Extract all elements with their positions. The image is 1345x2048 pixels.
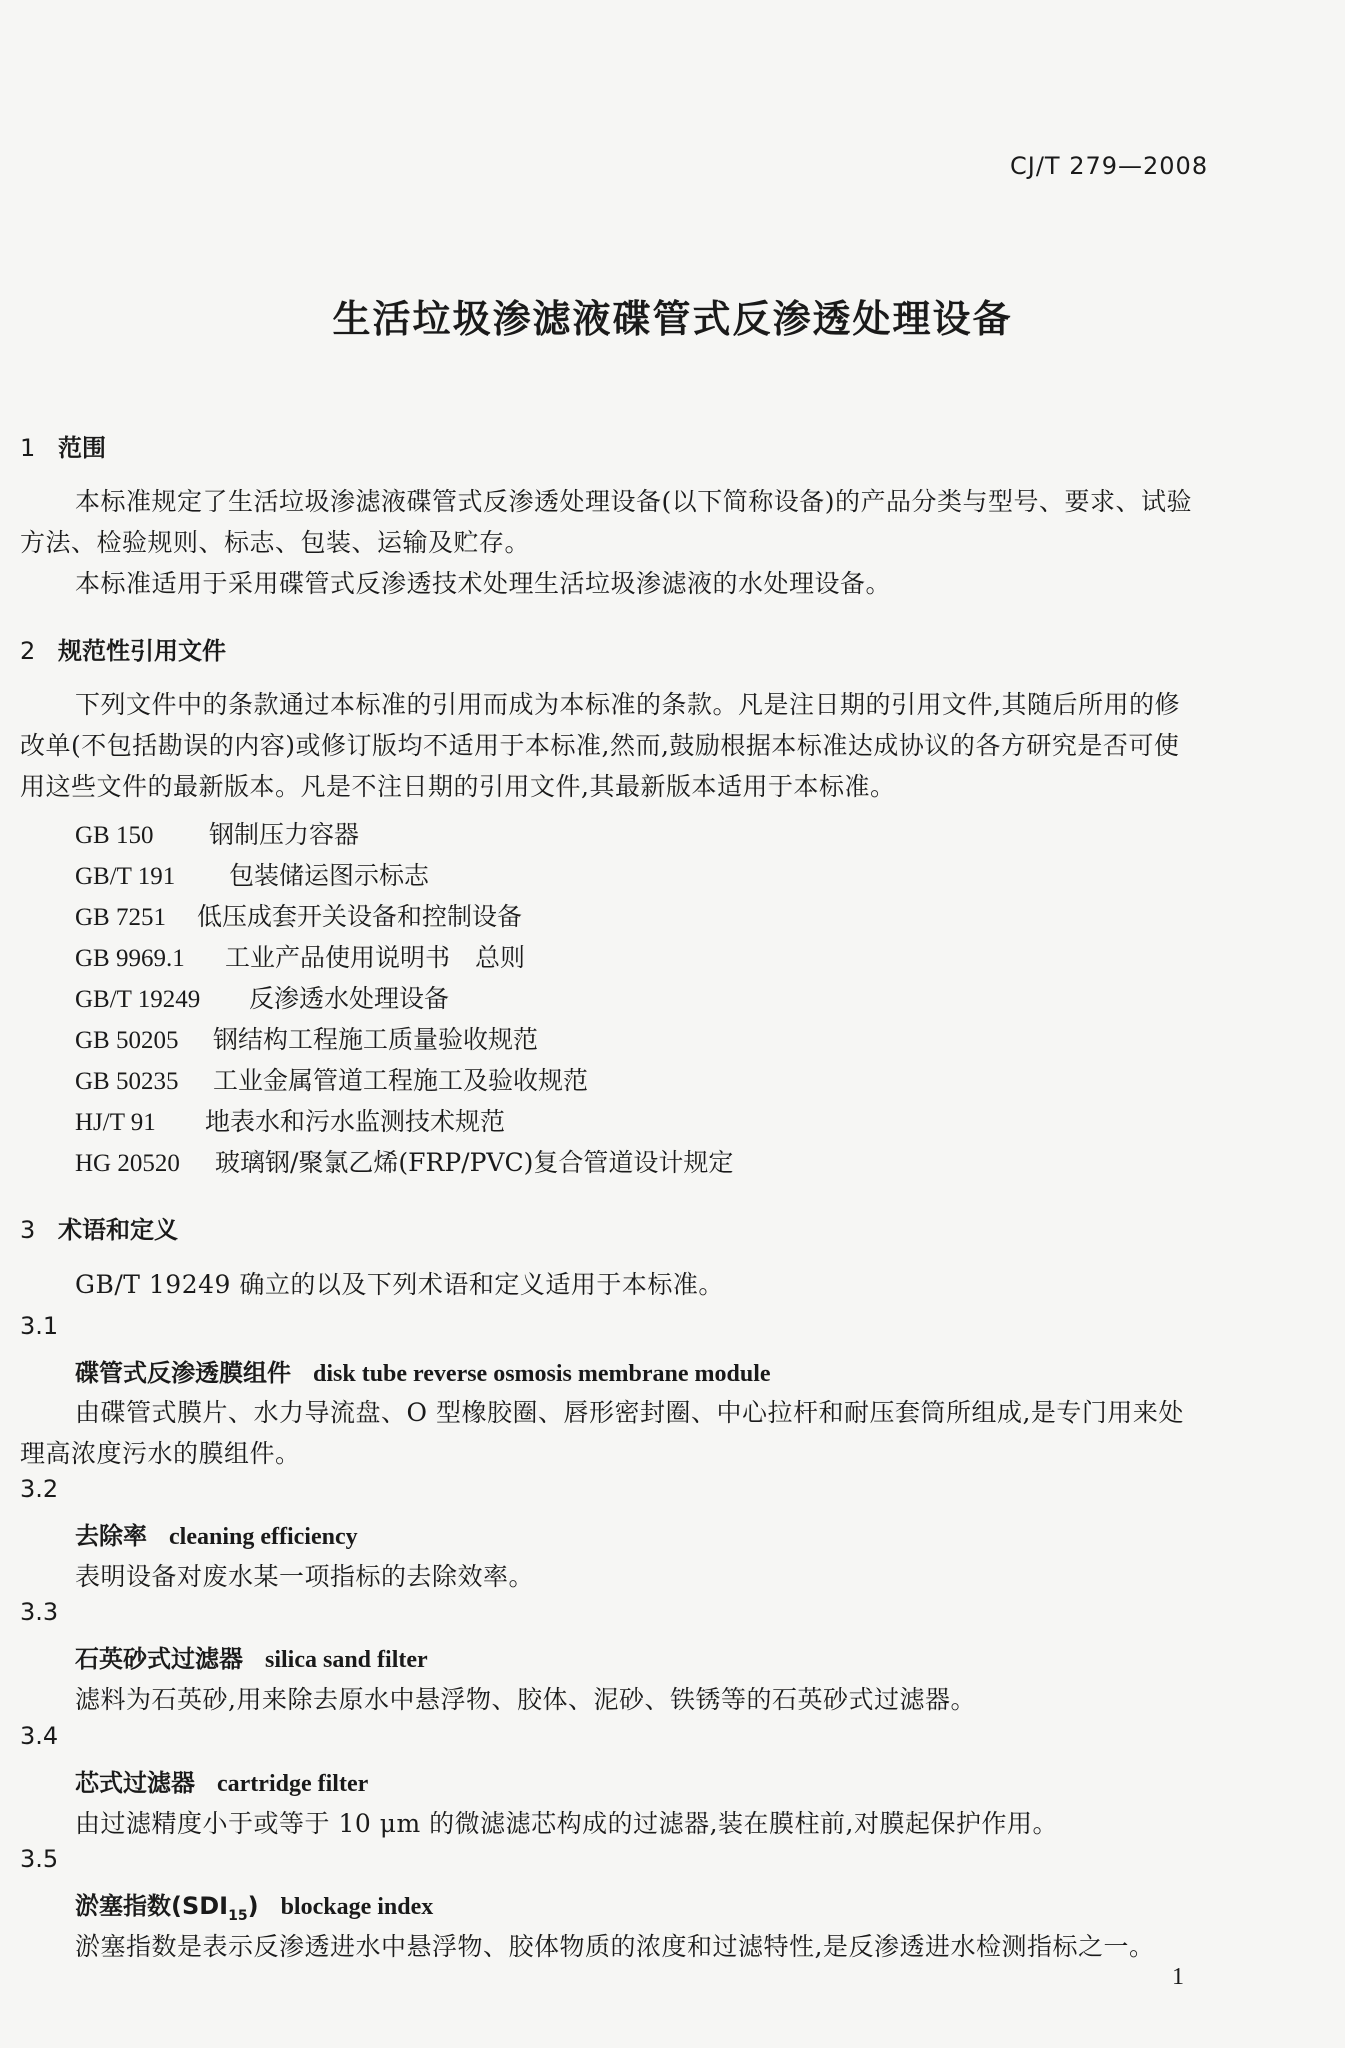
scope-paragraph: 本标准规定了生活垃圾渗滤液碟管式反渗透处理设备(以下简称设备)的产品分类与型号、要求、试验方法、检验规则、标志、包装、运输及贮存。 <box>20 487 1193 557</box>
section-2-heading <box>20 631 226 666</box>
reference-item <box>75 856 429 892</box>
reference-item <box>75 1143 733 1179</box>
reference-title: 地表水和污水监测技术规范 <box>205 1107 506 1136</box>
reference-title: 钢结构工程施工质量验收规范 <box>213 1025 539 1054</box>
terms-intro: GB/T 19249 确立的以及下列术语和定义适用于本标准。 <box>75 1270 724 1299</box>
section-title: 范围 <box>58 434 106 462</box>
normative-refs-paragraph: 下列文件中的条款通过本标准的引用而成为本标准的条款。凡是注日期的引用文件,其随后所用的修改单(不包括勘误的内容)或修订版均不适用于本标准,然而,鼓励根据本标准达成协议的各方研究是否可使用这些文件的最新版本。凡是不注日期的引用文件,其最新版本适用于本标准。 <box>20 690 1180 801</box>
term-definition: 表明设备对废水某一项指标的去除效率。 <box>75 1562 535 1591</box>
term-definition: 滤料为石英砂,用来除去原水中悬浮物、胶体、泥砂、铁锈等的石英砂式过滤器。 <box>75 1685 976 1714</box>
section-title: 术语和定义 <box>58 1216 178 1244</box>
term-heading <box>75 1763 368 1798</box>
term-number: 3.4 <box>20 1722 59 1750</box>
term-en: silica sand filter <box>265 1647 428 1673</box>
reference-code: GB 50235 <box>75 1068 179 1095</box>
term-number: 3.3 <box>20 1598 59 1626</box>
reference-code: GB/T 191 <box>75 863 176 890</box>
term-zh-tail: ) <box>247 1892 259 1920</box>
term-en: disk tube reverse osmosis membrane module <box>313 1361 771 1387</box>
reference-item <box>75 815 359 851</box>
section-number: 1 <box>20 434 36 462</box>
term-zh: 石英砂式过滤器 <box>75 1645 243 1673</box>
term-number: 3.2 <box>20 1475 59 1503</box>
reference-code: GB 50205 <box>75 1027 179 1054</box>
term-definition: 由碟管式膜片、水力导流盘、O 型橡胶圈、唇形密封圈、中心拉杆和耐压套筒所组成,是专门用来处 <box>75 1398 1184 1427</box>
page-title: 生活垃圾渗滤液碟管式反渗透处理设备 <box>332 297 1013 341</box>
term-heading <box>75 1353 771 1388</box>
reference-title: 工业产品使用说明书 总则 <box>225 943 526 972</box>
term-number: 3.5 <box>20 1845 59 1873</box>
reference-item <box>75 897 522 933</box>
term-definition: 由过滤精度小于或等于 10 μm 的微滤滤芯构成的过滤器,装在膜柱前,对膜起保护作用。 <box>75 1809 1059 1838</box>
standard-code: CJ/T 279—2008 <box>1010 152 1209 180</box>
term-number: 3.1 <box>20 1312 59 1340</box>
term-en: cartridge filter <box>217 1771 369 1797</box>
reference-item <box>75 1020 538 1056</box>
reference-title: 低压成套开关设备和控制设备 <box>197 902 523 931</box>
term-en: blockage index <box>280 1894 434 1920</box>
reference-item <box>75 979 449 1015</box>
reference-title: 钢制压力容器 <box>209 820 360 849</box>
reference-code: GB 7251 <box>75 904 166 931</box>
reference-code: HG 20520 <box>75 1150 180 1177</box>
reference-title: 包装储运图示标志 <box>229 861 430 890</box>
term-subscript: 15 <box>228 1907 248 1924</box>
term-zh: 淤塞指数(SDI <box>75 1892 229 1920</box>
term-zh: 去除率 <box>75 1522 147 1550</box>
term-heading <box>75 1516 358 1551</box>
section-3-heading <box>20 1210 178 1245</box>
reference-item <box>75 1061 588 1097</box>
section-number: 3 <box>20 1216 36 1244</box>
reference-code: GB/T 19249 <box>75 986 201 1013</box>
term-definition-continued: 理高浓度污水的膜组件。 <box>20 1439 301 1468</box>
section-1-heading <box>20 428 106 463</box>
reference-item <box>75 938 525 974</box>
scope-applicability-paragraph: 本标准适用于采用碟管式反渗透技术处理生活垃圾渗滤液的水处理设备。 <box>75 569 892 598</box>
term-zh: 芯式过滤器 <box>75 1769 195 1797</box>
reference-title: 反渗透水处理设备 <box>249 984 450 1013</box>
section-number: 2 <box>20 637 36 665</box>
term-definition: 淤塞指数是表示反渗透进水中悬浮物、胶体物质的浓度和过滤特性,是反渗透进水检测指标之一。 <box>75 1932 1155 1961</box>
page-number: 1 <box>1172 1964 1184 1990</box>
term-heading <box>75 1886 433 1924</box>
term-en: cleaning efficiency <box>169 1524 358 1550</box>
reference-code: GB 9969.1 <box>75 945 185 972</box>
reference-title: 玻璃钢/聚氯乙烯(FRP/PVC)复合管道设计规定 <box>215 1148 734 1177</box>
reference-title: 工业金属管道工程施工及验收规范 <box>213 1066 589 1095</box>
term-zh: 碟管式反渗透膜组件 <box>75 1359 291 1387</box>
reference-item <box>75 1102 505 1138</box>
term-heading <box>75 1639 428 1674</box>
reference-code: GB 150 <box>75 822 154 849</box>
section-title: 规范性引用文件 <box>58 637 226 665</box>
reference-code: HJ/T 91 <box>75 1109 156 1136</box>
